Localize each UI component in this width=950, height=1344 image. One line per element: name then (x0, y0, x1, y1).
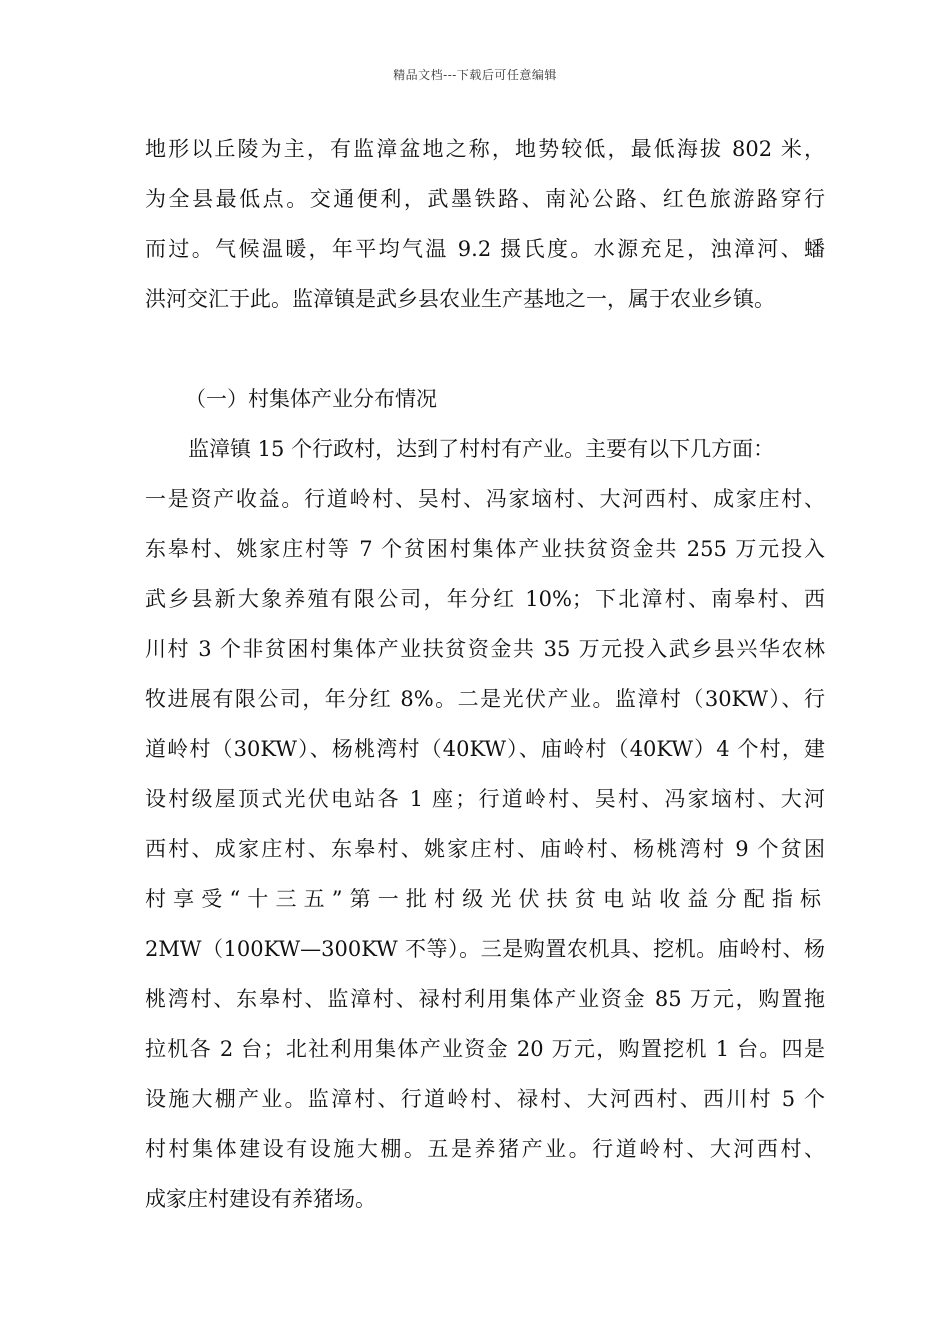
paragraph-line: 地形以丘陵为主，有监漳盆地之称，地势较低，最低海拔 802 米， (145, 137, 825, 161)
paragraph-line: 东皋村、姚家庄村等 7 个贫困村集体产业扶贫资金共 255 万元投入 (145, 537, 825, 561)
paragraph-line: 道岭村（30KW）、杨桃湾村（40KW）、庙岭村（40KW）4 个村，建 (145, 737, 825, 761)
paragraph-line: 设村级屋顶式光伏电站各 1 座；行道岭村、吴村、冯家垴村、大河 (145, 787, 825, 811)
paragraph-line: 桃湾村、东皋村、监漳村、禄村利用集体产业资金 85 万元，购置拖 (145, 987, 825, 1011)
paragraph-line: 牧进展有限公司，年分红 8%。二是光伏产业。监漳村（30KW）、行 (145, 687, 825, 711)
paragraph-line: 成家庄村建设有养猪场。 (145, 1187, 376, 1211)
page-header: 精品文档---下载后可任意编辑 (393, 68, 557, 82)
paragraph-line: 设施大棚产业。监漳村、行道岭村、禄村、大河西村、西川村 5 个 (145, 1087, 825, 1111)
paragraph-line: 武乡县新大象养殖有限公司，年分红 10%；下北漳村、南皋村、西 (145, 587, 825, 611)
paragraph-line: 监漳镇 15 个行政村，达到了村村有产业。主要有以下几方面： (188, 437, 775, 461)
section-heading: （一）村集体产业分布情况 (185, 387, 437, 411)
paragraph-line: 西村、成家庄村、东皋村、姚家庄村、庙岭村、杨桃湾村 9 个贫困 (145, 837, 825, 861)
paragraph-line: 洪河交汇于此。监漳镇是武乡县农业生产基地之一，属于农业乡镇。 (145, 287, 775, 311)
paragraph-line: 2MW（100KW—300KW 不等）。三是购置农机具、挖机。庙岭村、杨 (145, 937, 825, 961)
paragraph-line: 川村 3 个非贫困村集体产业扶贫资金共 35 万元投入武乡县兴华农林 (145, 637, 825, 661)
paragraph-line: 村享受“十三五”第一批村级光伏扶贫电站收益分配指标 (145, 887, 825, 911)
paragraph-line: 为全县最低点。交通便利，武墨铁路、南沁公路、红色旅游路穿行 (145, 187, 825, 211)
paragraph-line: 村村集体建设有设施大棚。五是养猪产业。行道岭村、大河西村、 (145, 1137, 825, 1161)
paragraph-line: 而过。气候温暖，年平均气温 9.2 摄氏度。水源充足，浊漳河、蟠 (145, 237, 825, 261)
paragraph-line: 一是资产收益。行道岭村、吴村、冯家垴村、大河西村、成家庄村、 (145, 487, 825, 511)
paragraph-line: 拉机各 2 台；北社利用集体产业资金 20 万元，购置挖机 1 台。四是 (145, 1037, 825, 1061)
